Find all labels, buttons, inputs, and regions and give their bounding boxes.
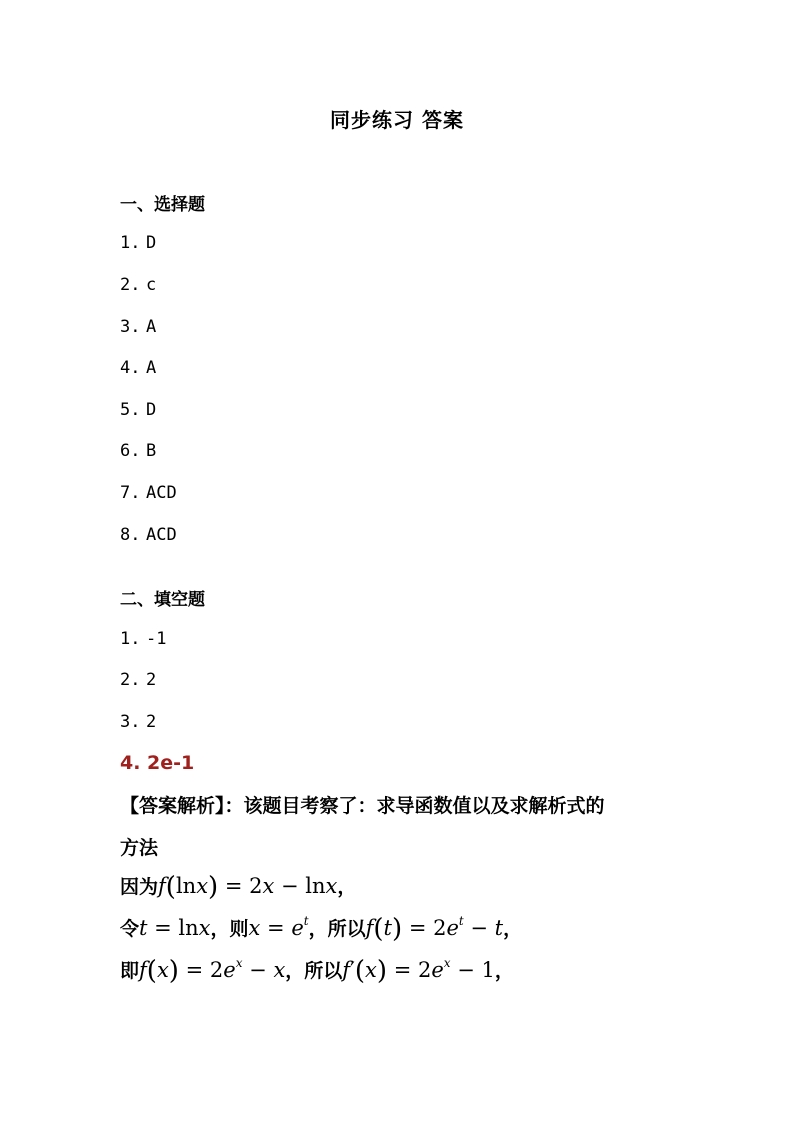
fill-item: 1. -1 [120, 629, 167, 649]
section-fill-heading: 二、填空题 [120, 590, 205, 610]
equation-t-def: t = lnx [139, 916, 211, 940]
analysis-line-5: 即$f(x) = 2e^x - x$，所以$f'(x) = 2e^x - 1$， [120, 956, 514, 986]
equation-x-exp: $x = e^t$ [248, 914, 309, 940]
choice-item: 5. D [120, 400, 157, 420]
choice-item: 2. c [120, 275, 157, 295]
equation-f-x: $f(x) = 2e^x - x$ [139, 956, 286, 986]
choice-item: 4. A [120, 358, 157, 378]
analysis-line-2: 方法 [120, 837, 159, 859]
equation-f-ln-x: f(lnx) = 2x − lnx [158, 872, 338, 902]
fill-item: 3. 2 [120, 712, 157, 732]
fill-item-4-highlighted: 4. 2e-1 [120, 752, 195, 774]
equation-f-t: $f(t) = 2e^t - t$ [365, 914, 504, 944]
fill-item: 2. 2 [120, 670, 157, 690]
analysis-line-1: 【答案解析】：该题目考察了：求导函数值以及求解析式的 [120, 795, 605, 817]
choice-item: 6. B [120, 441, 157, 461]
analysis-line-4: 令t = lnx，则$x = e^t$，所以$f(t) = 2e^t - t$， [120, 914, 523, 944]
choice-item: 1. D [120, 233, 157, 253]
analysis-line-3: 因为f(lnx) = 2x − lnx， [120, 872, 357, 902]
section-choice-heading: 一、选择题 [120, 195, 205, 215]
equation-f-prime-x: $f'(x) = 2e^x - 1$ [342, 956, 495, 986]
choice-item: 3. A [120, 317, 157, 337]
choice-item: 7. ACD [120, 483, 177, 503]
page-title: 同步练习 答案 [330, 108, 464, 132]
choice-item: 8. ACD [120, 525, 177, 545]
